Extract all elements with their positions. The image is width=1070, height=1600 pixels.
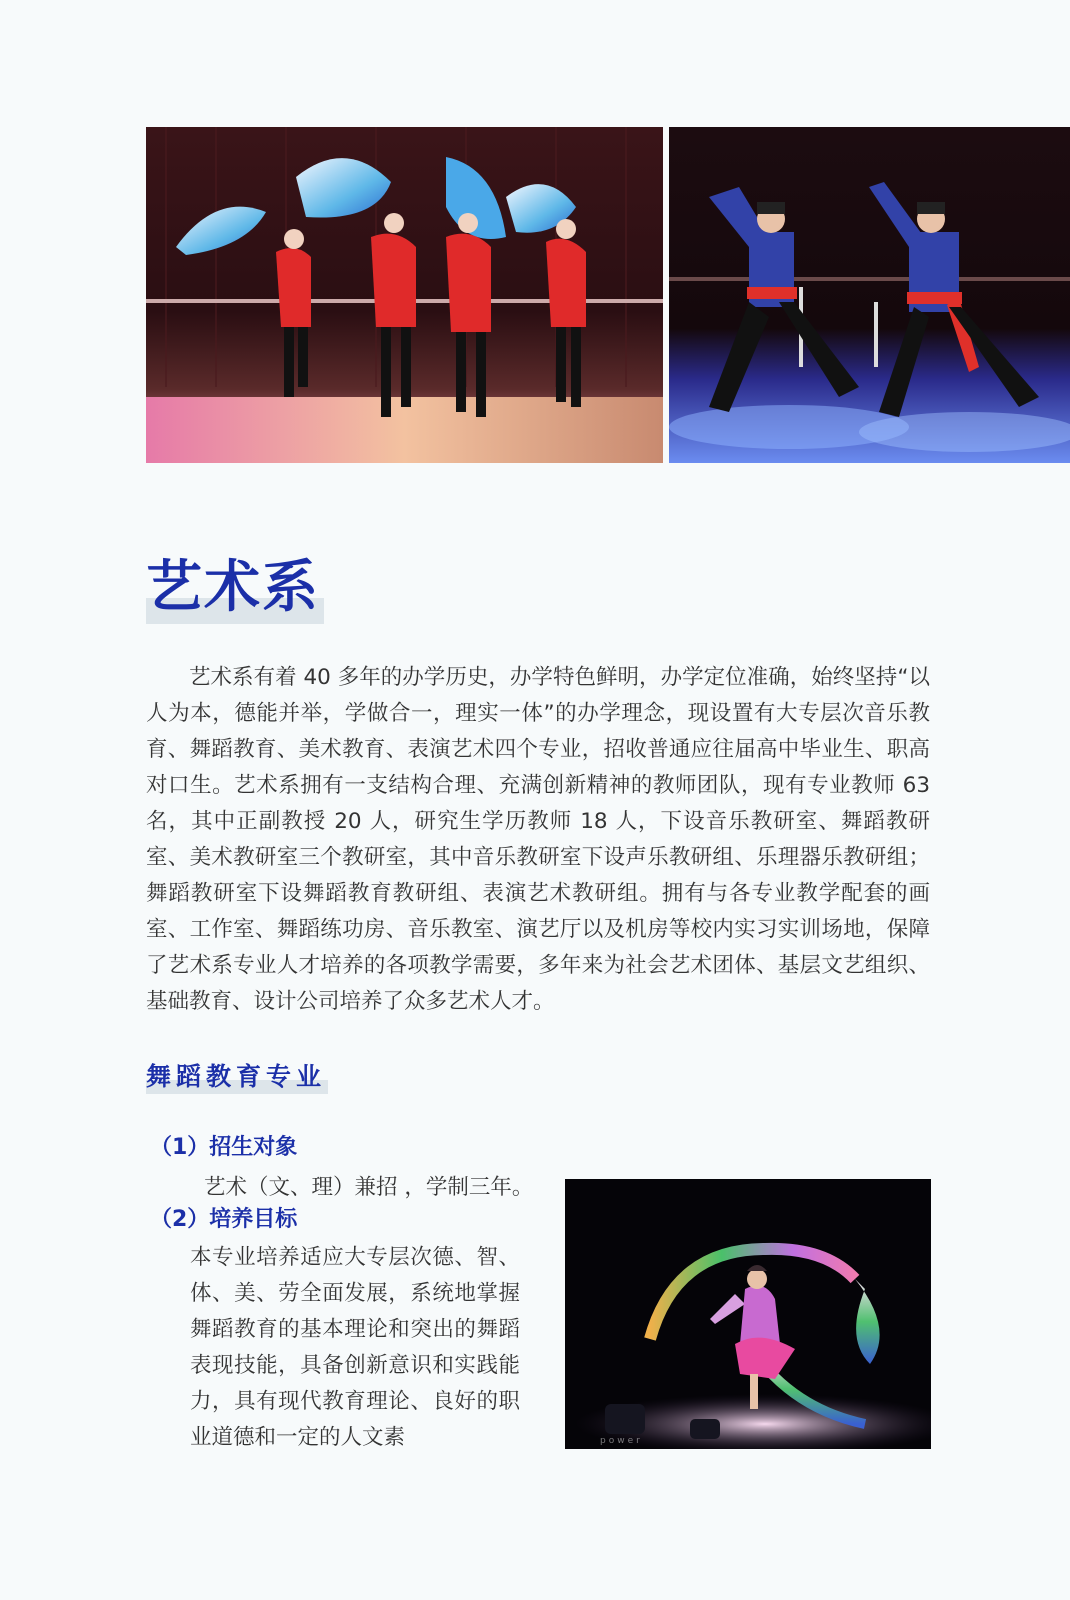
enrollment-text: 艺术（文、理）兼招 ，学制三年。 (204, 1175, 534, 1200)
training-goal-text: 本专业培养适应大专层次德、智、体、美、劳全面发展，系统地掌握舞蹈教育的基本理论和突出的舞蹈表现技能，具备创新意识和实践能力，具有现代教育理论、良好的职业道德和一定的人文素 (190, 1245, 520, 1450)
department-title: 艺术系 (146, 556, 324, 624)
photo-watermark: power (600, 1436, 643, 1446)
enrollment-heading: （1）招生对象 (150, 1135, 298, 1160)
male-dancers-photo (669, 127, 1070, 463)
training-goal-heading: （2）培养目标 (150, 1207, 298, 1232)
major-title: 舞蹈教育专业 (146, 1061, 328, 1094)
ribbon-dance-photo (565, 1179, 931, 1449)
department-intro: 艺术系有着 40 多年的办学历史，办学特色鲜明，办学定位准确，始终坚持“以人为本，德能并举，学做合一，理实一体”的办学理念，现设置有大专层次音乐教育、舞蹈教育、美术教育、表演艺术四个专业，招收普通应往届高中毕业生、职高对口生。艺术系拥有一支结构合理、充满创新精神的教师团队，现有专业教师 63 名，其中正副教授 20 人，研究生学历教师 18 人，下设音乐教研室、舞蹈教研室、美术教研室三个教研室，其中音乐教研室下设声乐教研组、乐理器乐教研组；舞蹈教研室下设舞蹈教育教研组、表演艺术教研组。拥有与各专业教学配套的画室、工作室、舞蹈练功房、音乐教室、演艺厅以及机房等校内实习实训场地，保障了艺术系专业人才培养的各项教学需要，多年来为社会艺术团体、基层文艺组织、基础教育、设计公司培养了众多艺术人才。 (146, 665, 930, 1014)
fan-dance-photo (146, 127, 663, 463)
